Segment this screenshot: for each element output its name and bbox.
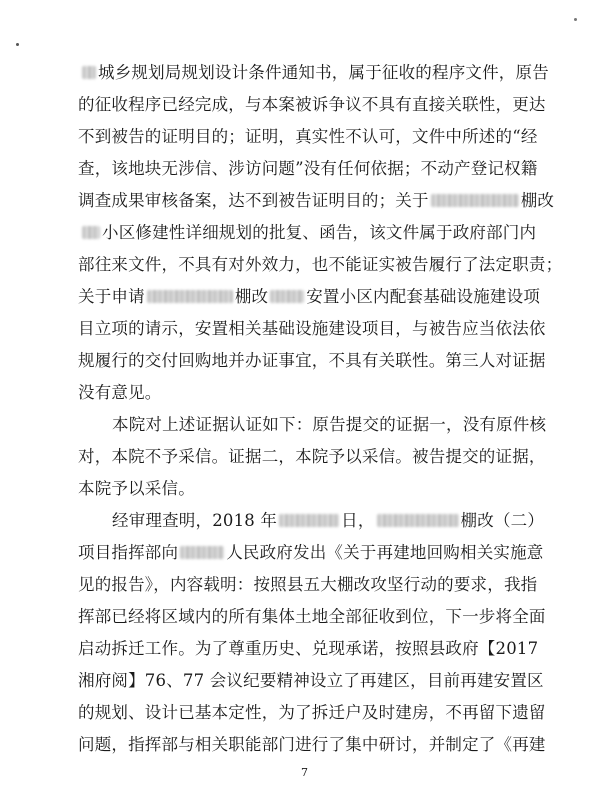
redaction-mark [82, 226, 100, 239]
text-span: 小区修建性详细规划的批复、函告，该文件属于政府部门内 [102, 223, 537, 242]
text-span: 对，本院不予采信。证据二，本院予以采信。被告提交的证据， [78, 447, 546, 466]
text-line [78, 639, 538, 659]
text-span: 启动拆迁工作。为了尊重历史、兑现承诺，按照县政府【2017 [78, 639, 539, 658]
text-line [78, 735, 546, 755]
text-span: 的规划、设计已基本定性，为了拆迁户及时建房，不再留下遗留 [78, 703, 546, 722]
text-line [78, 383, 162, 403]
text-span: 日， [341, 511, 375, 530]
text-span: 规履行的交付回购地并办证事宜，不具有关联性。第三人对证据 [78, 351, 546, 370]
text-span: 项目指挥部向 [78, 543, 179, 562]
text-span: 调查成果审核备案，达不到被告证明目的；关于 [78, 191, 429, 210]
text-span: 本院予以采信。 [78, 479, 195, 498]
text-span: 的征收程序已经完成，与本案被诉争议不具有直接关联性，更达 [78, 95, 546, 114]
text-line [78, 287, 540, 307]
text-span: 问题，指挥部与相关职能部门进行了集中研讨，并制定了《再建 [78, 735, 546, 754]
redaction-mark [82, 66, 96, 79]
text-line [78, 607, 546, 627]
text-line [78, 447, 546, 467]
text-line [78, 191, 554, 211]
text-line [78, 159, 538, 179]
redaction-mark [180, 546, 224, 559]
text-span: 关于申请 [78, 287, 145, 306]
text-line [78, 543, 544, 563]
text-span: 本院对上述证据认证如下：原告提交的证据一，没有原件核 [112, 415, 547, 434]
text-span: 见的报告》，内容载明：按照县五大棚改攻坚行动的要求，我指 [78, 575, 538, 594]
text-line [112, 415, 546, 435]
text-span: 安置小区内配套基础设施建设项 [306, 287, 541, 306]
text-line [78, 255, 562, 275]
text-span: 挥部已经将区域内的所有集体土地全部征收到位，下一步将全面 [78, 607, 546, 626]
text-span: 棚改 [234, 287, 269, 306]
text-line [112, 511, 544, 531]
redaction-mark [377, 514, 459, 527]
text-span: 城乡规划局规划设计条件通知书，属于征收的程序文件，原告 [98, 63, 549, 82]
text-line [78, 95, 546, 115]
text-line [78, 319, 546, 339]
text-span: 棚改（二） [460, 511, 545, 530]
page-number: 7 [301, 766, 308, 779]
text-line [80, 63, 549, 83]
text-line [78, 479, 195, 499]
text-line [78, 575, 537, 595]
text-span: 目立项的请示，安置相关基础设施建设项目，与被告应当依法依 [78, 319, 546, 338]
text-span: 查，该地块无涉信、涉访问题”没有任何依据；不动产登记权籍 [78, 159, 538, 178]
text-span: 没有意见。 [78, 383, 162, 402]
text-span: 不到被告的证明目的；证明，真实性不认可，文件中所述的“经 [78, 127, 538, 146]
text-line [78, 351, 546, 371]
text-span: 经审理查明，2018 年 [112, 511, 278, 530]
text-span: 湘府阅】76、77 会议纪要精神设立了再建区，目前再建安置区 [78, 671, 544, 690]
redaction-mark [270, 290, 304, 303]
text-line [78, 703, 546, 723]
text-span: 棚改 [520, 191, 555, 210]
redaction-mark [147, 290, 233, 303]
text-line [80, 223, 536, 243]
scan-speck [16, 43, 19, 46]
redaction-mark [431, 194, 519, 207]
text-span: 人民政府发出《关于再建地回购相关实施意 [226, 543, 544, 562]
text-span: 部往来文件，不具有对外效力，也不能证实被告履行了法定职责； [78, 255, 563, 274]
scan-speck [574, 18, 577, 21]
text-line [78, 671, 544, 691]
redaction-mark [279, 514, 339, 527]
text-line [78, 127, 538, 147]
